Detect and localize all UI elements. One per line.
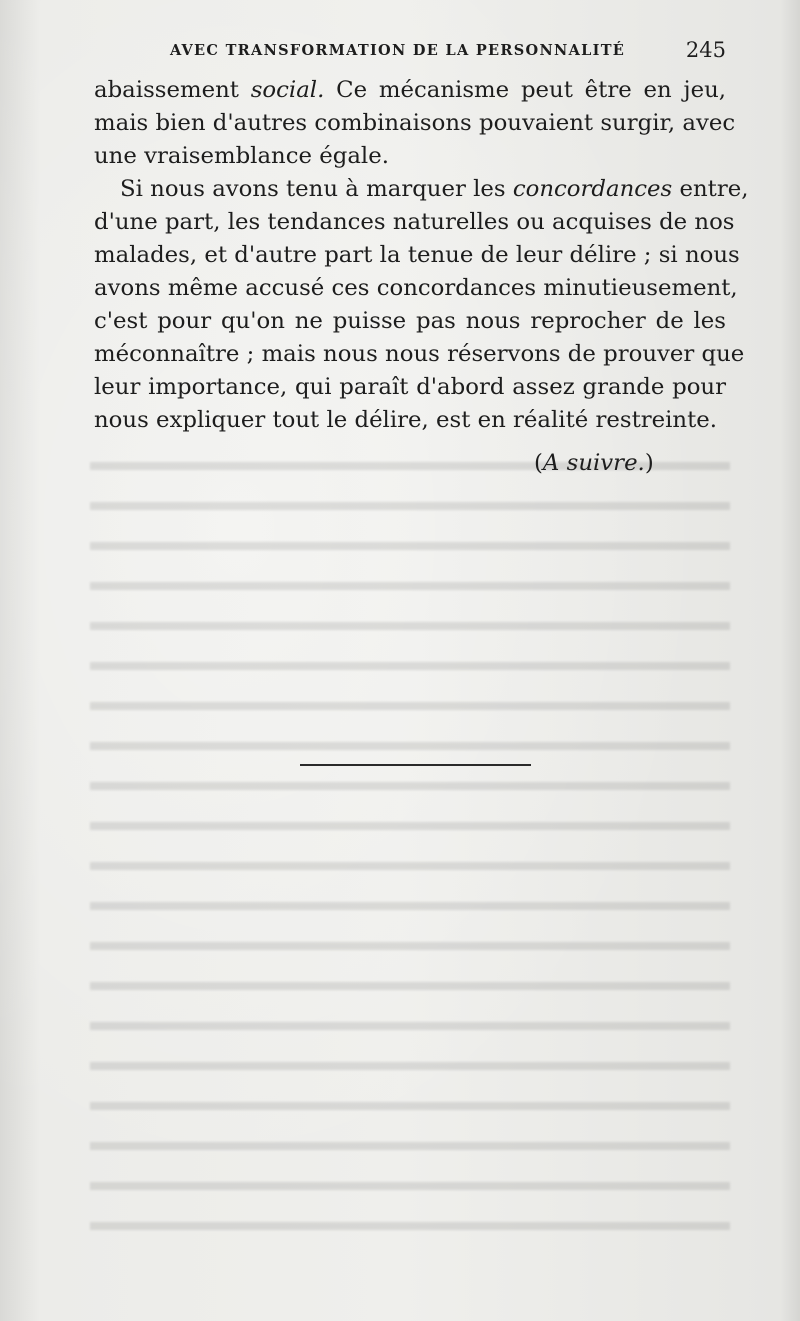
paragraph-line: une vraisemblance égale. — [94, 143, 389, 169]
page-number: 245 — [685, 38, 726, 62]
running-head: AVEC TRANSFORMATION DE LA PERSONNALITÉ — [170, 42, 626, 59]
paragraph-line: d'une part, les tendances naturelles ou acquises de nos — [94, 209, 735, 235]
emphasis: concordances — [512, 176, 673, 202]
paragraph-line: c'est pour qu'on ne puisse pas nous reprocher de les — [94, 308, 726, 334]
paragraph-line: avons même accusé ces concordances minutieusement, — [94, 275, 738, 301]
paragraph-line: nous expliquer tout le délire, est en réalité restreinte. — [94, 407, 718, 433]
emphasis: A suivre. — [542, 450, 645, 476]
paragraph-line: leur importance, qui paraît d'abord assez grande pour — [94, 374, 726, 400]
paragraph-line: Si nous avons tenu à marquer les concordances entre, — [120, 176, 749, 202]
section-divider — [300, 764, 531, 766]
paragraph-line: abaissement social. Ce mécanisme peut être en jeu, — [94, 77, 726, 103]
show-through-text — [90, 440, 730, 1240]
emphasis: social. — [250, 77, 325, 103]
page-header — [170, 38, 726, 66]
to-be-continued: (A suivre.) — [534, 450, 654, 476]
paragraph-line: méconnaître ; mais nous nous réservons de prouver que — [94, 341, 745, 367]
paragraph-line: malades, et d'autre part la tenue de leur délire ; si nous — [94, 242, 740, 268]
body-text — [94, 74, 749, 437]
paragraph-line: mais bien d'autres combinaisons pouvaient surgir, avec — [94, 110, 736, 136]
